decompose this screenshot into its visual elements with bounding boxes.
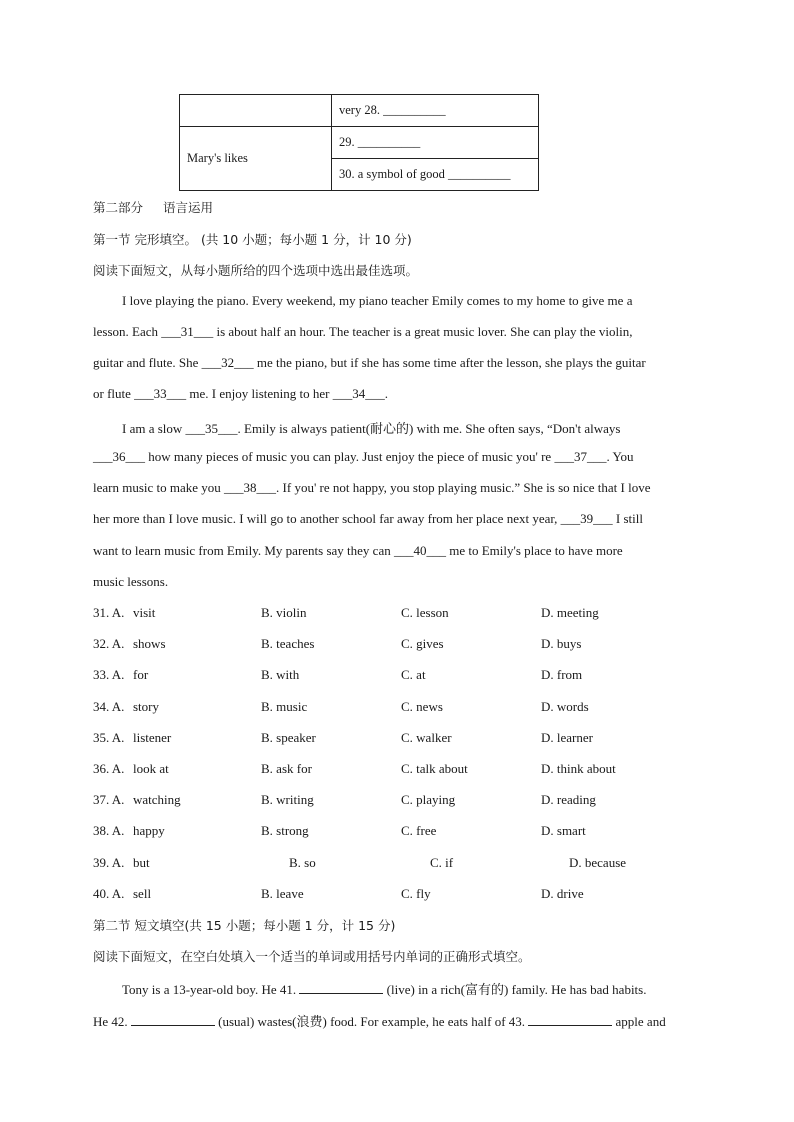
part-heading (93, 198, 213, 216)
section1-instruction: 阅读下面短文，从每小题所给的四个选项中选出最佳选项。 (93, 263, 419, 278)
option-row (0, 667, 794, 685)
option-row (0, 605, 794, 623)
option-number: 33. A. (93, 667, 125, 682)
passage-line: I am a slow ___35___. Emily is always patient(耐心的) with me. She often says, “Don't always (122, 421, 621, 436)
option-row (0, 636, 794, 654)
option-b: B. speaker (261, 730, 316, 745)
option-c: C. fly (401, 886, 431, 901)
option-number: 40. A. (93, 886, 125, 901)
table-cell: very 28. __________ (332, 95, 539, 127)
option-c: C. at (401, 667, 426, 682)
passage-line: ___36___ how many pieces of music you can play. Just enjoy the piece of music you' re ___37___. You (93, 449, 634, 464)
option-row (0, 792, 794, 810)
answer-blank-41 (299, 982, 383, 994)
passage2-line (122, 979, 646, 998)
option-b: B. leave (261, 886, 304, 901)
option-row (0, 886, 794, 904)
option-c: C. lesson (401, 605, 449, 620)
passage2-text: (usual) wastes(浪费) food. For example, he eats half of 43. (218, 1014, 526, 1029)
option-b: B. teaches (261, 636, 315, 651)
table-cell: 30. a symbol of good __________ (332, 159, 539, 191)
option-a: watching (133, 792, 181, 807)
part-title: 第二部分 (93, 200, 144, 215)
table-label-cell: Mary's likes (180, 127, 332, 191)
section2-heading: 第二节 短文填空(共 15 小题；每小题 1 分，计 15 分) (93, 918, 396, 933)
option-b: B. with (261, 667, 300, 682)
option-c: C. news (401, 699, 443, 714)
option-d: D. drive (541, 886, 584, 901)
table-cell: 29. __________ (332, 127, 539, 159)
option-d: D. smart (541, 823, 586, 838)
passage-line: want to learn music from Emily. My parents say they can ___40___ me to Emily's place to have more (93, 543, 623, 558)
option-number: 36. A. (93, 761, 125, 776)
passage-line: I love playing the piano. Every weekend, my piano teacher Emily comes to my home to give me a (122, 293, 633, 308)
answer-blank-42 (131, 1014, 215, 1026)
option-b: B. music (261, 699, 308, 714)
option-number: 34. A. (93, 699, 125, 714)
answer-blank-43 (528, 1014, 612, 1026)
table-row (180, 95, 539, 127)
option-number: 32. A. (93, 636, 125, 651)
option-row (0, 823, 794, 841)
option-b: B. ask for (261, 761, 312, 776)
part-subtitle: 语言运用 (163, 200, 214, 215)
option-b: B. violin (261, 605, 307, 620)
passage-line: guitar and flute. She ___32___ me the piano, but if she has some time after the lesson, she plays the guitar (93, 355, 646, 370)
option-a: sell (133, 886, 152, 901)
option-d: D. learner (541, 730, 593, 745)
option-c: C. if (430, 855, 454, 870)
option-d: D. meeting (541, 605, 599, 620)
table-label-cell (180, 95, 332, 127)
option-b: B. so (289, 855, 316, 870)
option-c: C. gives (401, 636, 444, 651)
option-d: D. reading (541, 792, 596, 807)
option-d: D. because (569, 855, 627, 870)
passage2-text: apple and (615, 1014, 666, 1029)
option-d: D. buys (541, 636, 582, 651)
option-number: 35. A. (93, 730, 125, 745)
passage2-text: Tony is a 13-year-old boy. He 41. (122, 982, 297, 997)
option-a: look at (133, 761, 169, 776)
option-c: C. playing (401, 792, 456, 807)
option-b: B. strong (261, 823, 309, 838)
option-a: listener (133, 730, 172, 745)
option-number: 37. A. (93, 792, 125, 807)
passage2-text: He 42. (93, 1014, 128, 1029)
option-a: story (133, 699, 159, 714)
option-a: visit (133, 605, 156, 620)
option-row (0, 730, 794, 748)
option-a: shows (133, 636, 166, 651)
passage2-text: (live) in a rich(富有的) family. He has bad habits. (386, 982, 647, 997)
option-a: for (133, 667, 149, 682)
info-table (179, 94, 539, 191)
passage-line: lesson. Each ___31___ is about half an hour. The teacher is a great music lover. She can play the violin, (93, 324, 633, 339)
option-number: 39. A. (93, 855, 125, 870)
option-row (0, 699, 794, 717)
passage-line: music lessons. (93, 574, 169, 589)
passage-line: her more than I love music. I will go to another school far away from her place next year, ___39___ I still (93, 511, 644, 526)
option-number: 31. A. (93, 605, 125, 620)
option-row (0, 761, 794, 779)
option-row (0, 855, 794, 873)
option-d: D. from (541, 667, 583, 682)
section1-heading: 第一节 完形填空。 (共 10 小题；每小题 1 分，计 10 分) (93, 232, 412, 247)
passage-line: learn music to make you ___38___. If you' re not happy, you stop playing music.” She is so nice that I love (93, 480, 651, 495)
option-a: but (133, 855, 150, 870)
option-c: C. walker (401, 730, 452, 745)
table-row (180, 127, 539, 159)
option-c: C. free (401, 823, 437, 838)
section2-instruction: 阅读下面短文，在空白处填入一个适当的单词或用括号内单词的正确形式填空。 (93, 949, 531, 964)
option-c: C. talk about (401, 761, 468, 776)
option-number: 38. A. (93, 823, 125, 838)
option-a: happy (133, 823, 165, 838)
passage-line: or flute ___33___ me. I enjoy listening to her ___34___. (93, 386, 388, 401)
passage2-line (93, 1011, 666, 1030)
option-d: D. think about (541, 761, 616, 776)
option-b: B. writing (261, 792, 314, 807)
option-d: D. words (541, 699, 589, 714)
